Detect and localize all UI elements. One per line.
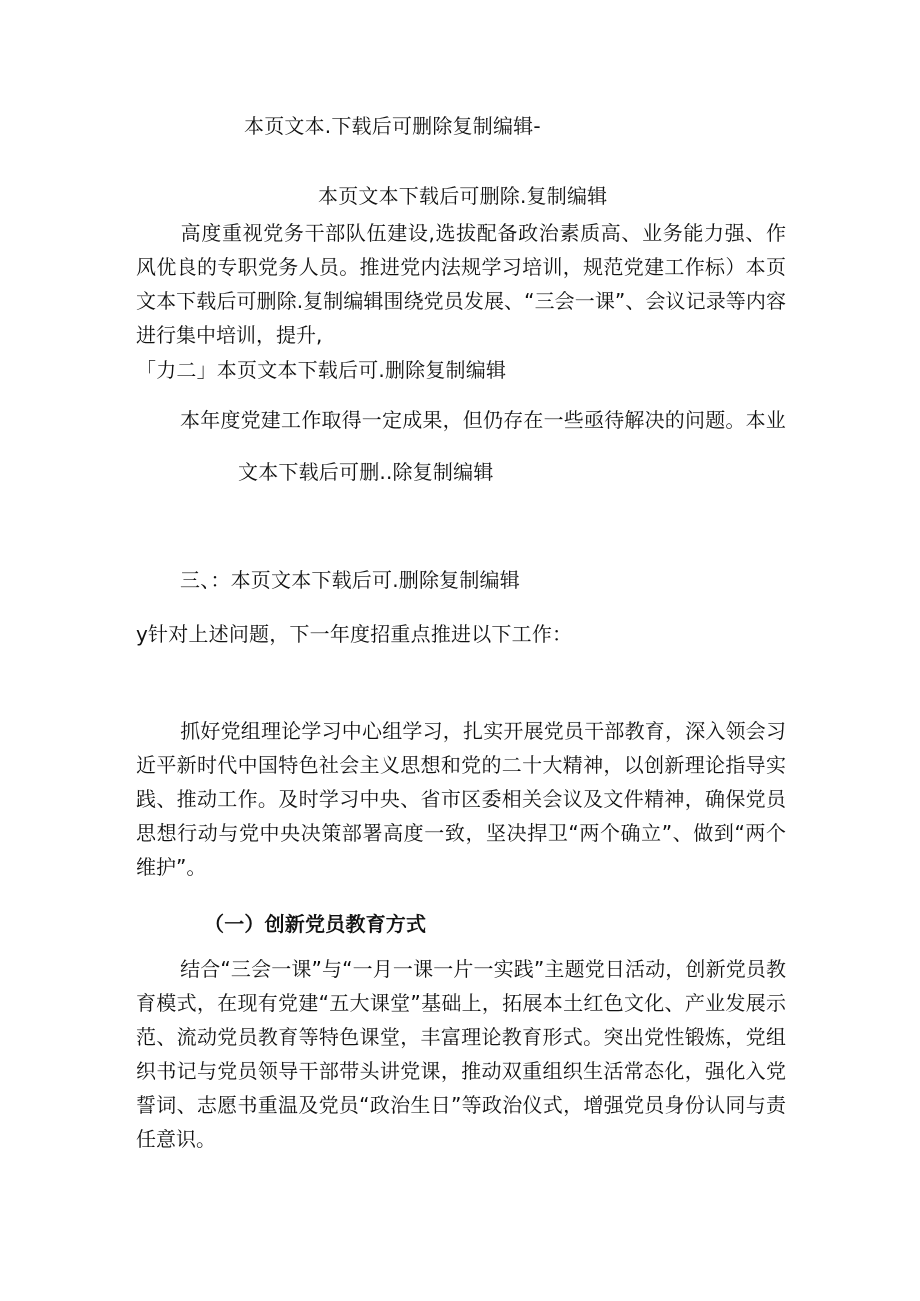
subheading-1: （一）创新党员教育方式 bbox=[204, 912, 427, 936]
header-line-1: 本页文本.下载后可删除复制编辑- bbox=[244, 114, 541, 138]
paragraph-4-text: 结合“三会一课”与“一月一课一片一实践”主题党日活动，创新党员教育模式，在现有党建“五大课堂”基础上，拓展本土红色文化、产业发展示范、流动党员教育等特色课堂，丰富理论教育形式。突出党性锻炼，党组织书记与党员领导干部带头讲党课，推动双重组织生活常态化，强化入党誓词、志愿书重温及党员“政治生日”等政治仪式，增强党员身份认同与责任意识。 bbox=[136, 957, 786, 1151]
section-three-heading: 三、：本页文本下载后可.删除复制编辑 bbox=[180, 568, 520, 592]
intro-line: y针对上述问题，下一年度招重点推进以下工作： bbox=[136, 622, 573, 646]
header-line-2: 本页文本下载后可删除.复制编辑 bbox=[318, 184, 608, 208]
paragraph-4 bbox=[136, 952, 786, 1156]
paragraph-2-tail: 文本下载后可删..除复制编辑 bbox=[238, 460, 494, 484]
paragraph-3-text: 抓好党组理论学习中心组学习，扎实开展党员干部教育，深入领会习近平新时代中国特色社会主义思想和党的二十大精神，以创新理论指导实践、推动工作。及时学习中央、省市区委相关会议及文件精神，确保党员思想行动与党中央决策部署高度一致，坚决捍卫“两个确立”、做到“两个维护”。 bbox=[136, 719, 786, 879]
paragraph-1-text: 高度重视党务干部队伍建设,选拔配备政治素质高、业务能力强、作风优良的专职党务人员。推进党内法规学习培训，规范党建工作标）本页文本下载后可删除.复制编辑围绕党员发展、“三会一课”、会议记录等内容进行集中培训，提升, bbox=[136, 221, 786, 347]
section-two-heading: 「力二」本页文本下载后可.删除复制编辑 bbox=[136, 358, 507, 382]
paragraph-2: 本年度党建工作取得一定成果，但仍存在一些亟待解决的问题。本业 bbox=[180, 408, 786, 432]
paragraph-1 bbox=[136, 216, 786, 352]
paragraph-3 bbox=[136, 714, 786, 884]
